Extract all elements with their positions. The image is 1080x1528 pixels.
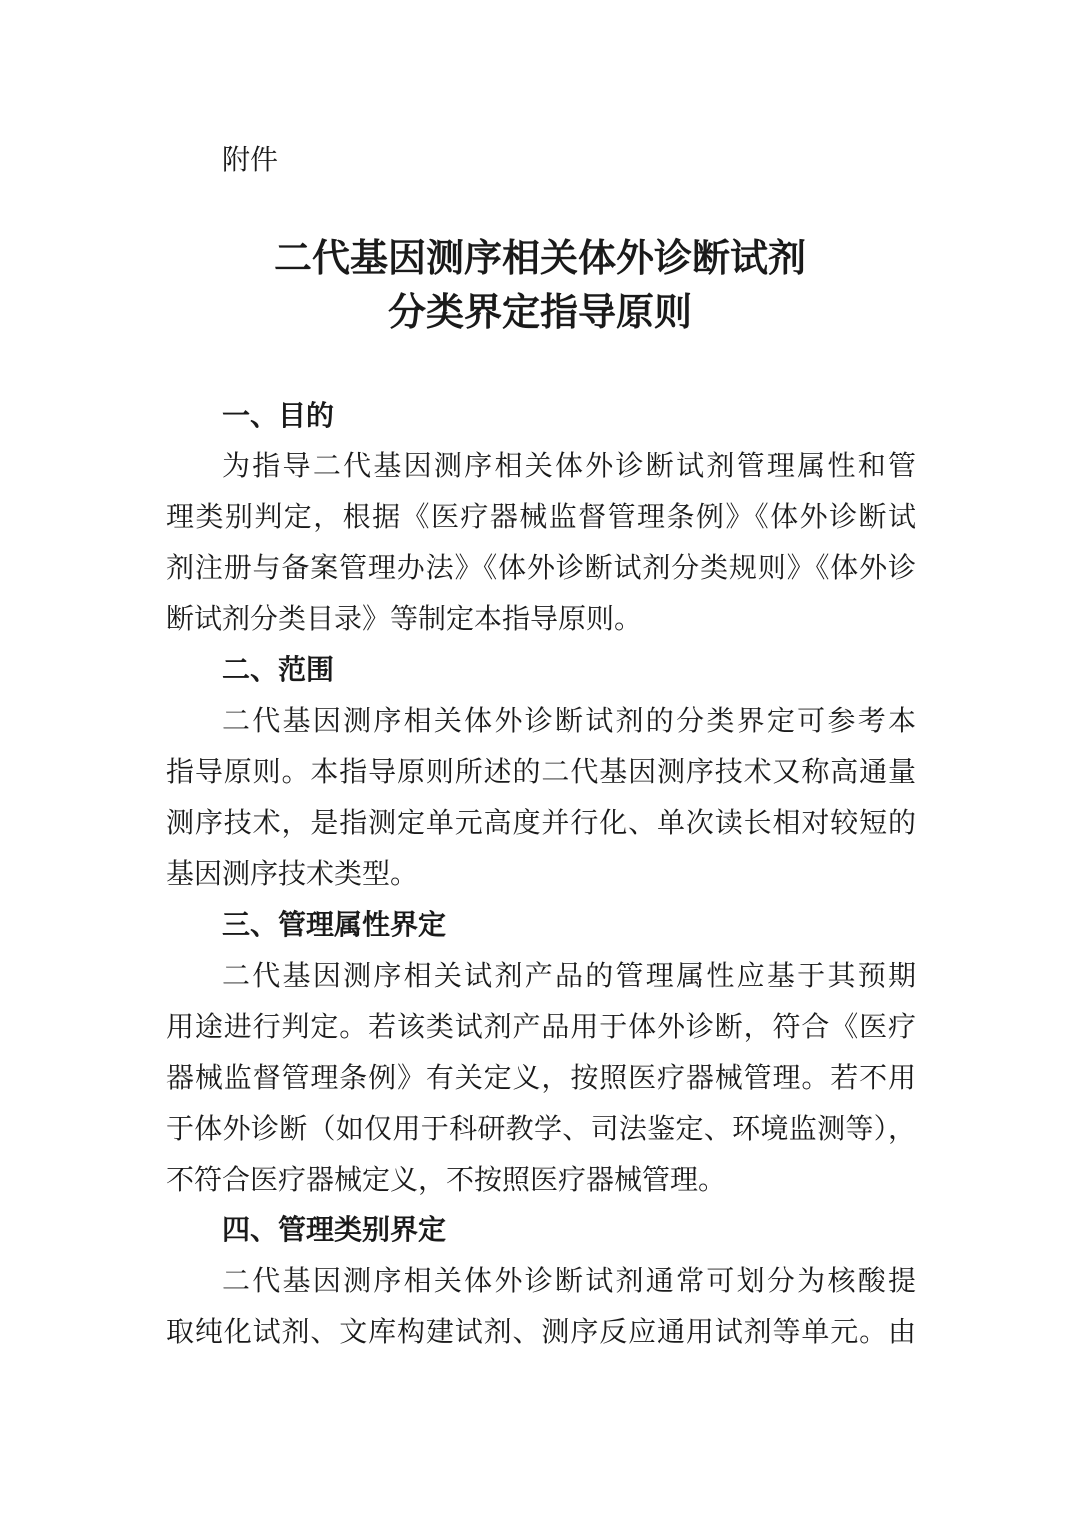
section-purpose-line: 为指导二代基因测序相关体外诊断试剂管理属性和管 (222, 449, 916, 482)
section-scope-line: 二代基因测序相关体外诊断试剂的分类界定可参考本 (222, 704, 916, 737)
section-heading-category: 四、管理类别界定 (222, 1213, 447, 1246)
section-purpose-line: 剂注册与备案管理办法》《体外诊断试剂分类规则》《体外诊 (166, 551, 916, 584)
document-title-line-1: 二代基因测序相关体外诊断试剂 (273, 235, 806, 280)
section-attribute-line: 二代基因测序相关试剂产品的管理属性应基于其预期 (222, 959, 916, 992)
section-scope-line: 测序技术，是指测定单元高度并行化、单次读长相对较短的 (166, 806, 916, 839)
section-attribute-line: 于体外诊断（如仅用于科研教学、司法鉴定、环境监测等）， (166, 1112, 916, 1145)
section-attribute-line: 用途进行判定。若该类试剂产品用于体外诊断，符合《医疗 (166, 1010, 916, 1043)
section-scope-line: 指导原则。本指导原则所述的二代基因测序技术又称高通量 (166, 755, 916, 788)
document-title-line-2: 分类界定指导原则 (387, 289, 692, 334)
section-heading-purpose: 一、目的 (222, 399, 335, 432)
section-attribute-line: 器械监督管理条例》有关定义，按照医疗器械管理。若不用 (166, 1061, 916, 1094)
section-purpose-line: 断试剂分类目录》等制定本指导原则。 (166, 602, 643, 635)
section-purpose-line: 理类别判定，根据《医疗器械监督管理条例》《体外诊断试 (166, 500, 916, 533)
section-attribute-line: 不符合医疗器械定义，不按照医疗器械管理。 (166, 1163, 727, 1196)
section-heading-scope: 二、范围 (222, 653, 335, 686)
attachment-label: 附件 (222, 143, 279, 176)
section-category-line: 二代基因测序相关体外诊断试剂通常可划分为核酸提 (222, 1264, 916, 1297)
section-heading-attribute: 三、管理属性界定 (222, 908, 447, 941)
section-scope-line: 基因测序技术类型。 (166, 857, 419, 890)
section-category-line: 取纯化试剂、文库构建试剂、测序反应通用试剂等单元。由 (166, 1315, 916, 1348)
